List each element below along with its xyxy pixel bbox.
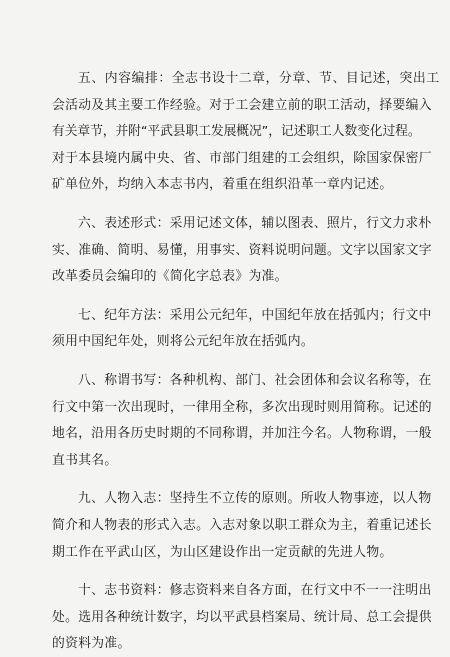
text-line: 行文中第一次出现时，一律用全称，多次出现时则用简称。记述的 (52, 399, 432, 415)
text-line: 改革委员会编印的《简化字总表》为准。 (52, 269, 288, 285)
text-line: 矿单位外，均纳入本志书内，着重在组织沿革一章内记述。 (52, 177, 393, 193)
paragraph-source-materials (52, 578, 432, 657)
paragraph-expression-form (52, 211, 432, 291)
text-line: 对于本县境内属中央、省、市部门组建的工会组织，除国家保密厂 (52, 150, 432, 166)
text-line: 六、表述形式：采用记述文体，辅以图表、照片，行文力求朴 (78, 215, 432, 231)
text-line: 直书其名。 (52, 452, 118, 468)
text-line: 的资料为准。 (52, 636, 131, 652)
text-line: 五、内容编排：全志书设十二章，分章、节、目记述，突出工 (78, 71, 440, 86)
text-line: 实、准确、简明、易懂，用事实、资料说明问题。文字以国家文字 (52, 242, 432, 258)
text-line: 会活动及其主要工作经验。对于工会建立前的职工活动，择要编入 (52, 97, 432, 113)
text-line: 简介和人物表的形式入志。入志对象以职工群众为主，着重记述长 (52, 517, 432, 533)
text-line: 十、志书资料：修志资料来自各方面，在行文中不一一注明出 (78, 583, 432, 599)
text-line: 有关章节，并附“平武县职工发展概况”，记述职工人数变化过程。 (52, 124, 421, 140)
text-line: 七、纪年方法：采用公元纪年，中国纪年放在括弧内；行文中 (78, 307, 432, 323)
document-body (52, 66, 440, 657)
paragraph-dating-method (52, 303, 432, 356)
text-line: 地名，沿用各历史时期的不同称谓，并加注今名。人物称谓，一般 (52, 426, 432, 442)
text-line: 期工作在平武山区，为山区建设作出一定贡献的先进人物。 (52, 544, 393, 560)
text-line: 八、称谓书写：各种机构、部门、社会团体和会议名称等，在 (78, 372, 432, 388)
paragraph-naming-convention (52, 368, 432, 474)
paragraph-biographies (52, 486, 432, 566)
text-line: 须用中国纪年处，则将公元纪年放在括弧内。 (52, 334, 314, 350)
text-line: 处。选用各种统计数字，均以平武县档案局、统计局、总工会提供 (52, 609, 432, 625)
text-line: 九、人物入志：坚持生不立传的原则。所收人物事迹，以人物 (78, 491, 432, 507)
paragraph-content-arrangement (52, 66, 440, 199)
